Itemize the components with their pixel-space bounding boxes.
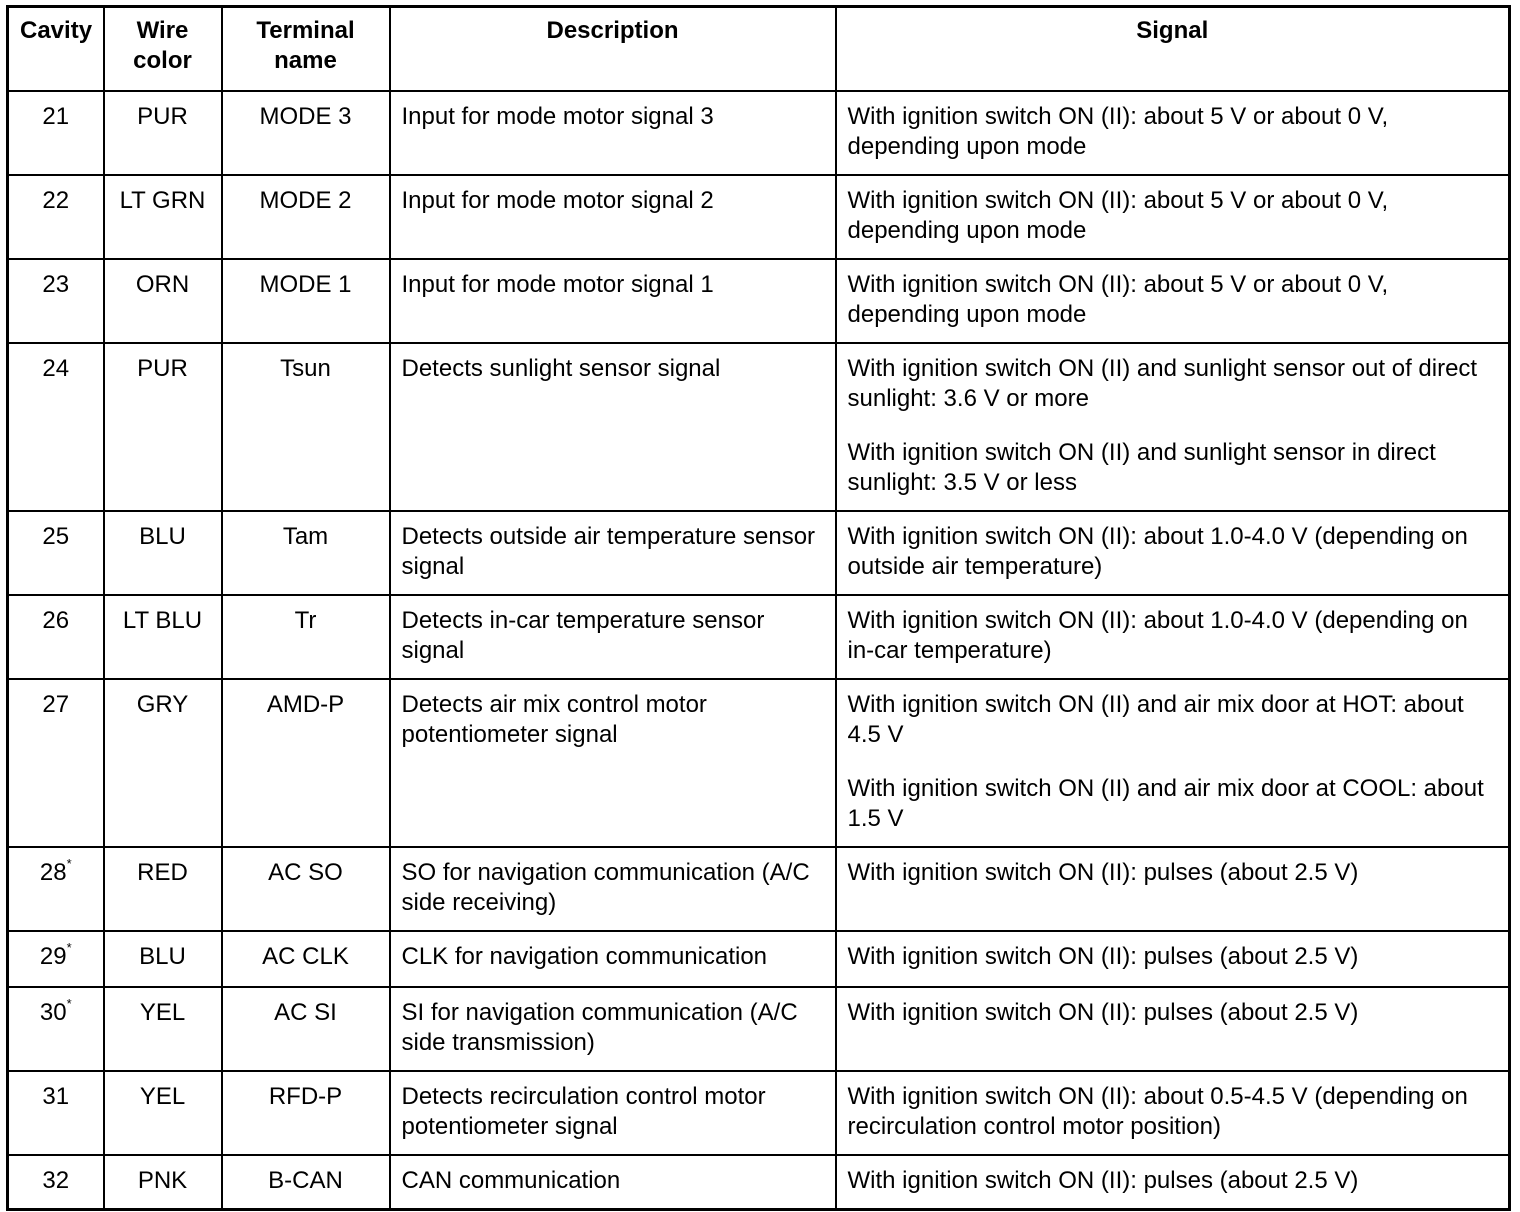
signal-text: With ignition switch ON (II): about 1.0-4.0 V (depending on in-car temperature)	[847, 606, 1468, 664]
footnote-marker: *	[66, 939, 72, 955]
footnote-marker: *	[66, 855, 72, 871]
terminal-name-cell: Tam	[222, 511, 390, 595]
footnote-marker: *	[66, 995, 72, 1011]
wire-color-cell: LT GRN	[104, 175, 222, 259]
cavity-cell	[8, 987, 104, 1071]
table-header	[8, 7, 1510, 91]
signal-text: With ignition switch ON (II): pulses (about 2.5 V)	[847, 1166, 1359, 1194]
description-cell: SI for navigation communication (A/C side transmission)	[390, 987, 836, 1071]
signal-cell	[836, 595, 1510, 679]
signal-text: With ignition switch ON (II): about 5 V or about 0 V, depending upon mode	[847, 102, 1389, 160]
cavity-cell	[8, 511, 104, 595]
signal-text: With ignition switch ON (II) and sunlight sensor out of direct sunlight: 3.6 V or more	[847, 354, 1478, 412]
cavity-cell	[8, 259, 104, 343]
header-terminal-name: Terminal name	[222, 7, 390, 91]
signal-cell	[836, 1071, 1510, 1155]
terminal-name-cell: MODE 1	[222, 259, 390, 343]
signal-text: With ignition switch ON (II): about 0.5-4.5 V (depending on recirculation control motor position)	[847, 1082, 1468, 1140]
terminal-name-cell: AMD-P	[222, 679, 390, 847]
table-body	[8, 91, 1510, 1210]
signal-text: With ignition switch ON (II): about 1.0-4.0 V (depending on outside air temperature)	[847, 522, 1468, 580]
cavity-cell	[8, 1071, 104, 1155]
cavity-number: 28	[39, 858, 67, 886]
terminal-name-cell: AC CLK	[222, 931, 390, 987]
table-row	[8, 175, 1510, 259]
description-cell: Detects outside air temperature sensor signal	[390, 511, 836, 595]
signal-cell	[836, 931, 1510, 987]
cavity-number: 29	[39, 942, 67, 970]
signal-cell	[836, 511, 1510, 595]
cavity-number: 22	[42, 186, 70, 214]
wire-color-cell: GRY	[104, 679, 222, 847]
wire-color-cell: PUR	[104, 343, 222, 511]
wire-color-cell: YEL	[104, 1071, 222, 1155]
header-row	[8, 7, 1510, 91]
table-row	[8, 931, 1510, 987]
signal-cell	[836, 343, 1510, 511]
connector-pinout-table	[6, 5, 1511, 1211]
terminal-name-cell: RFD-P	[222, 1071, 390, 1155]
table-row	[8, 259, 1510, 343]
terminal-name-cell: MODE 3	[222, 91, 390, 175]
description-cell: Input for mode motor signal 1	[390, 259, 836, 343]
cavity-number: 27	[42, 690, 70, 718]
terminal-name-cell: B-CAN	[222, 1155, 390, 1210]
description-cell: Input for mode motor signal 3	[390, 91, 836, 175]
table-row	[8, 847, 1510, 931]
table-row	[8, 679, 1510, 847]
description-cell: Detects sunlight sensor signal	[390, 343, 836, 511]
cavity-number: 25	[42, 522, 70, 550]
cavity-cell	[8, 175, 104, 259]
signal-text: With ignition switch ON (II): about 5 V or about 0 V, depending upon mode	[847, 270, 1389, 328]
description-cell: Input for mode motor signal 2	[390, 175, 836, 259]
signal-text: With ignition switch ON (II) and sunlight sensor in direct sunlight: 3.5 V or less	[847, 438, 1436, 496]
signal-text: With ignition switch ON (II): about 5 V or about 0 V, depending upon mode	[847, 186, 1389, 244]
table-row	[8, 1155, 1510, 1210]
signal-text: With ignition switch ON (II): pulses (about 2.5 V)	[847, 942, 1359, 970]
wire-color-cell: YEL	[104, 987, 222, 1071]
cavity-cell	[8, 1155, 104, 1210]
description-cell: CAN communication	[390, 1155, 836, 1210]
cavity-number: 21	[42, 102, 70, 130]
header-description: Description	[390, 7, 836, 91]
description-cell: Detects recirculation control motor potentiometer signal	[390, 1071, 836, 1155]
header-signal: Signal	[836, 7, 1510, 91]
table-row	[8, 343, 1510, 511]
cavity-number: 23	[42, 270, 70, 298]
signal-cell	[836, 679, 1510, 847]
terminal-name-cell: AC SI	[222, 987, 390, 1071]
cavity-number: 30	[39, 998, 67, 1026]
description-cell: Detects air mix control motor potentiometer signal	[390, 679, 836, 847]
table-row	[8, 1071, 1510, 1155]
cavity-cell	[8, 931, 104, 987]
cavity-cell	[8, 91, 104, 175]
header-wire-color: Wire color	[104, 7, 222, 91]
table-row	[8, 987, 1510, 1071]
table-row	[8, 91, 1510, 175]
wire-color-cell: LT BLU	[104, 595, 222, 679]
cavity-number: 32	[42, 1166, 70, 1194]
signal-cell	[836, 1155, 1510, 1210]
cavity-cell	[8, 679, 104, 847]
description-cell: SO for navigation communication (A/C side receiving)	[390, 847, 836, 931]
terminal-name-cell: MODE 2	[222, 175, 390, 259]
signal-text: With ignition switch ON (II): pulses (about 2.5 V)	[847, 858, 1359, 886]
signal-text: With ignition switch ON (II) and air mix door at COOL: about 1.5 V	[847, 774, 1484, 832]
wire-color-cell: ORN	[104, 259, 222, 343]
signal-cell	[836, 259, 1510, 343]
table-row	[8, 511, 1510, 595]
signal-cell	[836, 91, 1510, 175]
wire-color-cell: BLU	[104, 511, 222, 595]
cavity-number: 26	[42, 606, 70, 634]
header-cavity: Cavity	[8, 7, 104, 91]
signal-cell	[836, 175, 1510, 259]
cavity-number: 31	[42, 1082, 70, 1110]
cavity-cell	[8, 595, 104, 679]
description-cell: CLK for navigation communication	[390, 931, 836, 987]
terminal-name-cell: Tr	[222, 595, 390, 679]
wire-color-cell: PNK	[104, 1155, 222, 1210]
terminal-name-cell: AC SO	[222, 847, 390, 931]
description-cell: Detects in-car temperature sensor signal	[390, 595, 836, 679]
wire-color-cell: BLU	[104, 931, 222, 987]
signal-text: With ignition switch ON (II): pulses (about 2.5 V)	[847, 998, 1359, 1026]
wire-color-cell: RED	[104, 847, 222, 931]
signal-text: With ignition switch ON (II) and air mix door at HOT: about 4.5 V	[847, 690, 1464, 748]
cavity-number: 24	[42, 354, 70, 382]
signal-cell	[836, 987, 1510, 1071]
cavity-cell	[8, 847, 104, 931]
terminal-name-cell: Tsun	[222, 343, 390, 511]
cavity-cell	[8, 343, 104, 511]
signal-cell	[836, 847, 1510, 931]
wire-color-cell: PUR	[104, 91, 222, 175]
table-row	[8, 595, 1510, 679]
